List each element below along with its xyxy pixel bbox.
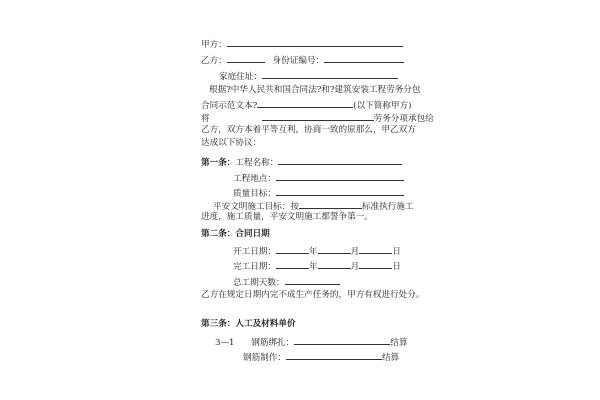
rebar-making-blank[interactable] xyxy=(286,350,382,360)
preamble-line-1: 根据?中华人民共和国合同法?和?建筑安装工程劳务分包 xyxy=(209,85,421,95)
rebar-binding-label: 钢筋绑扎： xyxy=(251,338,295,348)
quality-target-line xyxy=(233,186,404,200)
total-days-label: 总工期天数： xyxy=(233,278,285,288)
article-1-line xyxy=(201,155,402,169)
total-days-line xyxy=(233,275,340,289)
total-days-blank[interactable] xyxy=(285,275,340,285)
finish-date-label: 完工日期： xyxy=(233,262,276,272)
finish-month-blank[interactable] xyxy=(318,259,351,269)
article-1-heading: 第一条： xyxy=(201,158,236,168)
civil-construction-label: 平安文明施工目标：按 xyxy=(213,202,299,212)
quality-target-blank[interactable] xyxy=(276,186,404,196)
preamble-line-2 xyxy=(201,98,411,112)
contract-text-blank[interactable] xyxy=(257,98,353,108)
party-b-label: 乙方： xyxy=(201,56,227,66)
article-3-heading: 第三条：人工及材料单价 xyxy=(201,319,296,329)
preamble-line-4: 乙方，双方本着平等互利，协商一致的原那么，甲乙双方 xyxy=(201,125,416,135)
finish-year-blank[interactable] xyxy=(276,259,309,269)
rebar-making-label: 钢筋制作： xyxy=(243,353,286,363)
finish-day-unit: 日 xyxy=(392,262,401,272)
preamble-line-5: 达成以下协议： xyxy=(201,138,262,148)
start-date-label: 开工日期： xyxy=(233,247,276,257)
rebar-binding-blank[interactable] xyxy=(294,335,390,345)
start-month-unit: 月 xyxy=(350,247,360,257)
rebar-binding-line xyxy=(215,335,407,349)
finish-year-unit: 年 xyxy=(308,262,318,272)
project-location-label: 工程地点： xyxy=(233,174,276,184)
finish-day-blank[interactable] xyxy=(359,259,392,269)
party-a-label: 甲方： xyxy=(201,40,227,50)
project-location-blank[interactable] xyxy=(276,171,404,181)
party-a-blank[interactable] xyxy=(227,37,403,47)
home-address-blank[interactable] xyxy=(262,69,398,79)
finish-month-unit: 月 xyxy=(350,262,360,272)
start-day-unit: 日 xyxy=(392,247,401,257)
civil-construction-line xyxy=(213,199,414,213)
quality-target-label: 质量目标： xyxy=(233,189,276,199)
id-number-label: 身份证编号： xyxy=(272,56,325,66)
preamble-line-3 xyxy=(201,111,434,125)
party-b-line xyxy=(201,53,404,67)
article-2-heading: 第二条：合同日期 xyxy=(201,229,270,239)
civil-construction-suffix: 标准执行施工 xyxy=(361,202,414,212)
item-number: 3—1 xyxy=(215,338,235,348)
rebar-making-settle: 结算 xyxy=(381,353,400,363)
rebar-making-line xyxy=(243,350,399,364)
rebar-binding-settle: 结算 xyxy=(390,338,408,348)
preamble-line-2-suffix: (以下简称甲方) xyxy=(353,101,412,111)
project-name-label: 工程名称： xyxy=(235,158,279,168)
id-number-blank[interactable] xyxy=(324,53,404,63)
civil-construction-line-2: 进度，施工质量，平安文明施工都誓争第一。 xyxy=(201,212,373,222)
subcontract-item-blank[interactable] xyxy=(262,111,374,121)
finish-date-line xyxy=(233,259,401,273)
preamble-line-3-text: 将 xyxy=(201,114,210,124)
preamble-line-3-suffix: 劳务分项承包给 xyxy=(373,114,434,124)
start-year-unit: 年 xyxy=(308,247,318,257)
home-address-label: 家庭住址： xyxy=(219,72,262,82)
start-year-blank[interactable] xyxy=(276,244,309,254)
start-day-blank[interactable] xyxy=(359,244,392,254)
party-b-blank[interactable] xyxy=(227,53,265,63)
party-a-line xyxy=(201,37,403,51)
project-name-blank[interactable] xyxy=(278,155,402,165)
start-date-line xyxy=(233,244,401,258)
penalty-clause: 乙方在规定日期内完不成生产任务的，甲方有权进行处分。 xyxy=(201,290,425,300)
civil-standard-blank[interactable] xyxy=(299,199,362,209)
home-address-line xyxy=(219,69,398,83)
preamble-line-2-text: 合同示范文本? xyxy=(201,101,258,111)
start-month-blank[interactable] xyxy=(318,244,351,254)
project-location-line xyxy=(233,171,404,185)
